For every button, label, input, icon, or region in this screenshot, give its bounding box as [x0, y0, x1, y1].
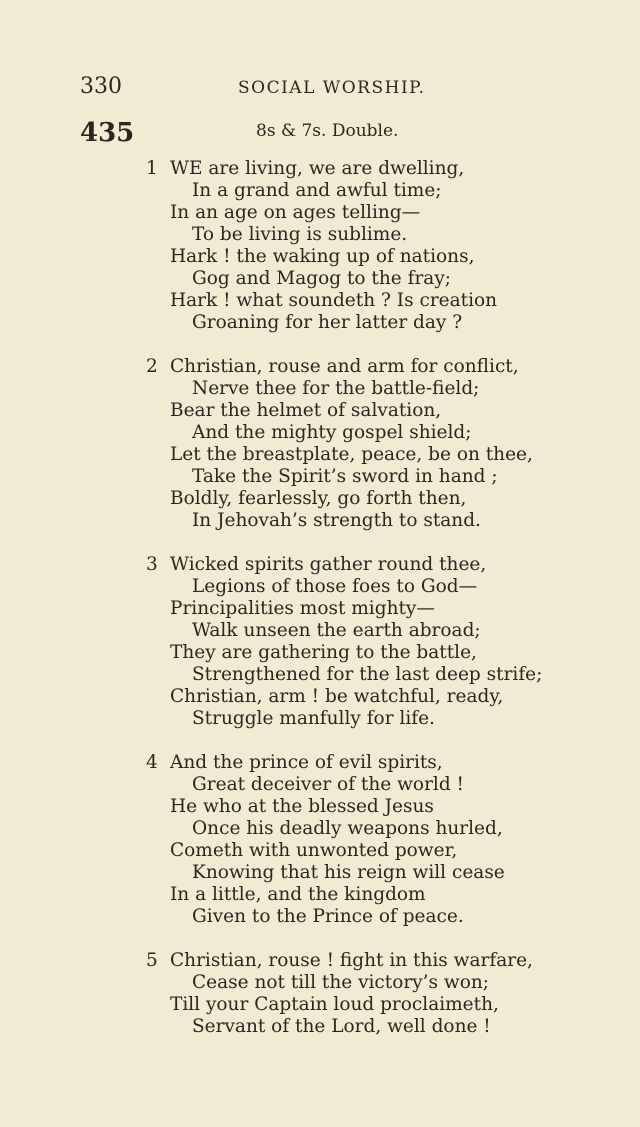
verse-line: They are gathering to the battle,	[170, 642, 477, 663]
verse-line: Legions of those foes to God—	[192, 576, 478, 597]
verse-line: Struggle manfully for life.	[192, 708, 435, 729]
stanza	[146, 950, 542, 1038]
verse-line: Till your Captain loud proclaimeth,	[170, 994, 499, 1015]
verse-line: Bear the helmet of salvation,	[170, 400, 442, 421]
verse-line: Walk unseen the earth abroad;	[192, 620, 481, 641]
verse-line: He who at the blessed Jesus	[170, 796, 434, 817]
verse-line: Take the Spirit’s sword in hand ;	[192, 466, 498, 487]
verse-line: Christian, arm ! be watchful, ready,	[170, 686, 504, 707]
stanza-number: 2	[146, 356, 158, 377]
verse-line: And the mighty gospel shield;	[192, 422, 472, 443]
verse-line: Gog and Magog to the fray;	[192, 268, 452, 289]
hymn-verses	[146, 158, 542, 1060]
hymn-number: 435	[80, 118, 135, 148]
verse-line: Strengthened for the last deep strife;	[192, 664, 543, 685]
verse-line: Principalities most mighty—	[170, 598, 435, 619]
verse-line: Christian, rouse and arm for conflict,	[170, 356, 519, 377]
verse-line: Christian, rouse ! fight in this warfare,	[170, 950, 533, 971]
verse-line: Hark ! what soundeth ? Is creation	[170, 290, 498, 311]
verse-line: Cease not till the victory’s won;	[192, 972, 490, 993]
verse-line: Once his deadly weapons hurled,	[192, 818, 503, 839]
verse-line: Given to the Prince of peace.	[192, 906, 464, 927]
verse-line: Nerve thee for the battle-field;	[192, 378, 480, 399]
stanza-number: 5	[146, 950, 158, 971]
verse-line: In a grand and awful time;	[192, 180, 442, 201]
verse-line: In an age on ages telling—	[170, 202, 421, 223]
stanza	[146, 752, 542, 928]
verse-line: Servant of the Lord, well done !	[192, 1016, 491, 1037]
stanza-number: 4	[146, 752, 158, 773]
running-head: SOCIAL WORSHIP.	[238, 78, 426, 98]
stanza	[146, 356, 542, 532]
verse-line: In a little, and the kingdom	[170, 884, 426, 905]
verse-line: Boldly, fearlessly, go forth then,	[170, 488, 467, 509]
verse-line: Great deceiver of the world !	[192, 774, 464, 795]
stanza-number: 1	[146, 158, 158, 179]
verse-line: Let the breastplate, peace, be on thee,	[170, 444, 533, 465]
verse-line: And the prince of evil spirits,	[170, 752, 443, 773]
verse-line: To be living is sublime.	[192, 224, 408, 245]
verse-line: Knowing that his reign will cease	[192, 862, 505, 883]
verse-line: Hark ! the waking up of nations,	[170, 246, 475, 267]
verse-line: Groaning for her latter day ?	[192, 312, 463, 333]
verse-line: Wicked spirits gather round thee,	[170, 554, 487, 575]
hymn-meter: 8s & 7s. Double.	[256, 121, 399, 141]
stanza	[146, 554, 542, 730]
stanza	[146, 158, 542, 334]
page-number: 330	[80, 74, 122, 99]
verse-line: Cometh with unwonted power,	[170, 840, 458, 861]
stanza-number: 3	[146, 554, 158, 575]
verse-line: WE are living, we are dwelling,	[170, 158, 465, 179]
verse-line: In Jehovah’s strength to stand.	[192, 510, 481, 531]
